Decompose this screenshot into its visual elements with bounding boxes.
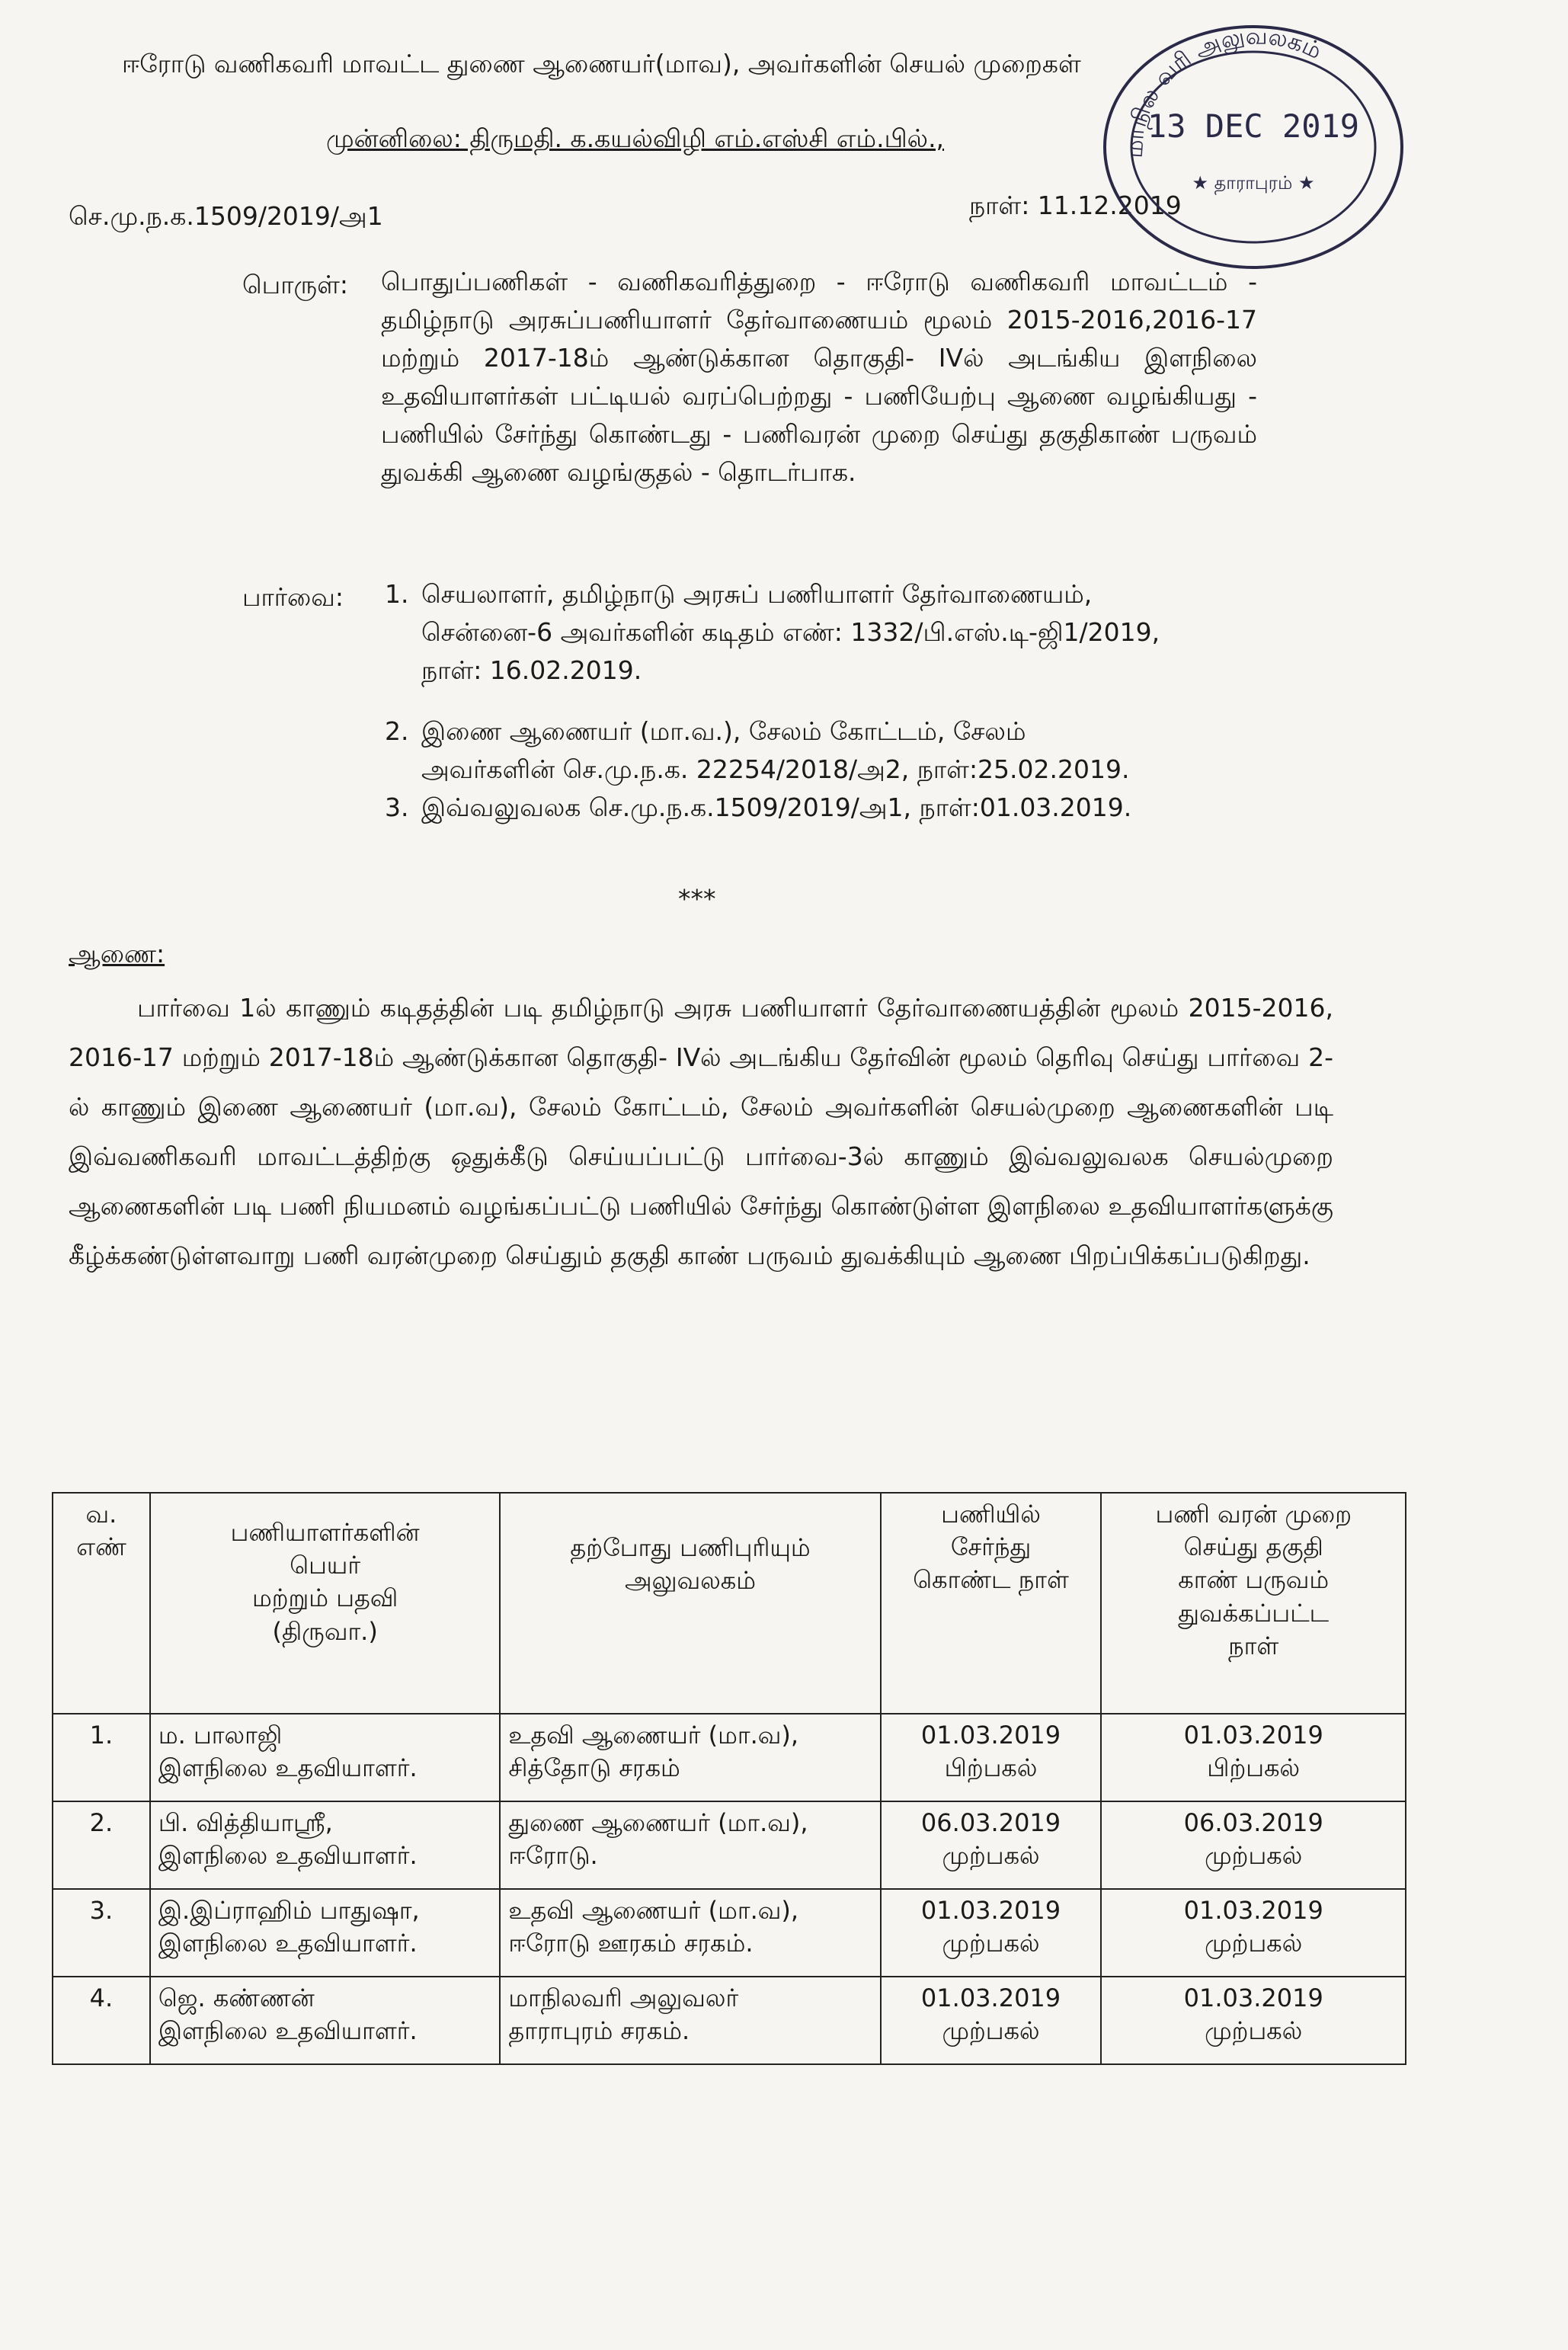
stamp-date: 13 DEC 2019 bbox=[1147, 107, 1360, 145]
cell-sno: 3. bbox=[53, 1889, 150, 1977]
column-header bbox=[53, 1493, 150, 1714]
header-line: மற்றும் பதவி bbox=[252, 1583, 398, 1613]
cell-name-post bbox=[150, 1889, 501, 1977]
cell-sno: 1. bbox=[53, 1714, 150, 1801]
header-line: செய்து தகுதி bbox=[1183, 1532, 1323, 1562]
join-date: 06.03.2019 bbox=[920, 1808, 1061, 1837]
join-session: பிற்பகல் bbox=[944, 1753, 1038, 1783]
column-header bbox=[150, 1493, 501, 1714]
references-label: பார்வை: bbox=[242, 582, 344, 612]
subject-label: பொருள்: bbox=[242, 270, 348, 299]
regularisation-date: 06.03.2019 bbox=[1183, 1808, 1323, 1837]
reference-item bbox=[385, 789, 1314, 827]
reference-item bbox=[385, 575, 1314, 690]
header-line: பணியில் bbox=[941, 1500, 1041, 1529]
reference-line: இவ்வலுவலக செ.மு.ந.க.1509/2019/அ1, நாள்:01.03.2019. bbox=[421, 792, 1132, 822]
cell-regularisation-date bbox=[1101, 1801, 1406, 1889]
header-line: பணி வரன் முறை bbox=[1155, 1500, 1352, 1529]
join-date: 01.03.2019 bbox=[920, 1983, 1061, 2012]
order-date: நாள்: 11.12.2019 bbox=[969, 190, 1182, 220]
cell-office bbox=[500, 1801, 880, 1889]
order-heading: ஆணை: bbox=[69, 939, 165, 968]
office-line: ஈரோடு ஊரகம் சரகம். bbox=[508, 1929, 754, 1958]
office-line: ஈரோடு. bbox=[508, 1841, 598, 1871]
join-session: முற்பகல் bbox=[942, 1841, 1040, 1871]
office-line: துணை ஆணையர் (மா.வ), bbox=[508, 1808, 808, 1837]
regularisation-session: பிற்பகல் bbox=[1207, 1753, 1301, 1783]
regularisation-date: 01.03.2019 bbox=[1183, 1983, 1323, 2012]
reference-number: 2. bbox=[385, 716, 409, 746]
reference-line: அவர்களின் செ.மு.ந.க. 22254/2018/அ2, நாள்:25.02.2019. bbox=[421, 754, 1130, 784]
regularisation-session: முற்பகல் bbox=[1205, 2016, 1303, 2046]
regularisation-session: முற்பகல் bbox=[1205, 1841, 1303, 1871]
cell-join-date bbox=[881, 1889, 1102, 1977]
header-line: தற்போது பணிபுரியும் bbox=[570, 1533, 811, 1562]
reference-line: சென்னை-6 அவர்களின் கடிதம் எண்: 1332/பி.எஸ்.டி-ஜி1/2019, bbox=[421, 617, 1160, 647]
table-row bbox=[53, 1977, 1406, 2064]
reference-number: 1. bbox=[385, 579, 409, 609]
table-row bbox=[53, 1714, 1406, 1801]
header-line: வ. bbox=[85, 1500, 117, 1529]
order-paragraph-text: பார்வை 1ல் காணும் கடிதத்தின் படி தமிழ்நாடு அரசு பணியாளர் தேர்வாணையத்தின் மூலம் 2015-2016, 2016-17 மற்றும் 2017-18ம் ஆண்டுக்கான தொகுதி- IVல் அடங்கிய தேர்வின் மூலம் தெரிவு செய்து பார்வை 2-ல் காணும் இணை ஆணையர் (மா.வ), சேலம் கோட்டம், சேலம் அவர்களின் செயல்முறை ஆணைகளின் படி இவ்வணிகவரி மாவட்டத்திற்கு ஒதுக்கீடு செய்யப்பட்டு பார்வை-3ல் காணும் இவ்வலுவலக செயல்முறை ஆணைகளின் படி பணி நியமனம் வழங்கப்பட்டு பணியில் சேர்ந்து கொண்டுள்ள இளநிலை உதவியாளர்களுக்கு கீழ்க்கண்டுள்ளவாறு பணி வரன்முறை செய்தும் தகுதி காண் பருவம் துவக்கியும் ஆணை பிறப்பிக்கப்படுகிறது. bbox=[69, 993, 1333, 1270]
reference-line: இணை ஆணையர் (மா.வ.), சேலம் கோட்டம், சேலம் bbox=[421, 716, 1026, 746]
header-line: பெயர் bbox=[290, 1551, 361, 1580]
cell-office bbox=[500, 1977, 880, 2064]
header-line: சேர்ந்து bbox=[950, 1532, 1032, 1562]
cell-name-post bbox=[150, 1977, 501, 2064]
staff-post: இளநிலை உதவியாளர். bbox=[158, 1753, 418, 1783]
staff-name: பி. வித்தியாஸ்ரீ, bbox=[158, 1808, 333, 1837]
cell-regularisation-date bbox=[1101, 1977, 1406, 2064]
presence-line: முன்னிலை: திருமதி. க.கயல்விழி எம்.எஸ்சி எம்.பில்., bbox=[326, 123, 945, 153]
join-date: 01.03.2019 bbox=[920, 1896, 1061, 1925]
cell-regularisation-date bbox=[1101, 1889, 1406, 1977]
staff-post: இளநிலை உதவியாளர். bbox=[158, 1841, 418, 1871]
staff-post: இளநிலை உதவியாளர். bbox=[158, 1929, 418, 1958]
column-header bbox=[881, 1493, 1102, 1714]
reference-line: செயலாளர், தமிழ்நாடு அரசுப் பணியாளர் தேர்வாணையம், bbox=[421, 579, 1093, 609]
table-header-row bbox=[53, 1493, 1406, 1714]
cell-name-post bbox=[150, 1801, 501, 1889]
staff-post: இளநிலை உதவியாளர். bbox=[158, 2016, 418, 2046]
order-paragraph bbox=[69, 983, 1333, 1280]
join-session: முற்பகல் bbox=[942, 1929, 1040, 1958]
stamp-place: ★ தாராபுரம் ★ bbox=[1192, 172, 1315, 194]
regularisation-session: முற்பகல் bbox=[1205, 1929, 1303, 1958]
staff-name: ம. பாலாஜி bbox=[158, 1721, 283, 1750]
header-line: துவக்கப்பட்ட bbox=[1178, 1598, 1330, 1628]
reference-line: நாள்: 16.02.2019. bbox=[421, 655, 642, 685]
header-line: அலுவலகம் bbox=[625, 1566, 756, 1596]
join-date: 01.03.2019 bbox=[920, 1721, 1061, 1750]
cell-office bbox=[500, 1714, 880, 1801]
cell-regularisation-date bbox=[1101, 1714, 1406, 1801]
stamp-top-text: மாநில வரி அலுவலகம் bbox=[1121, 23, 1326, 159]
header-line: எண் bbox=[76, 1532, 126, 1562]
separator: *** bbox=[678, 884, 716, 914]
office-line: தாராபுரம் சரகம். bbox=[508, 2016, 690, 2046]
join-session: முற்பகல் bbox=[942, 2016, 1040, 2046]
cell-name-post bbox=[150, 1714, 501, 1801]
staff-name: ஜெ. கண்ணன் bbox=[158, 1983, 315, 2012]
header-line: கொண்ட நாள் bbox=[913, 1565, 1069, 1595]
cell-join-date bbox=[881, 1801, 1102, 1889]
cell-office bbox=[500, 1889, 880, 1977]
reference-item bbox=[385, 712, 1314, 789]
office-line: உதவி ஆணையர் (மா.வ), bbox=[508, 1896, 799, 1925]
header-line: பணியாளர்களின் bbox=[230, 1518, 420, 1547]
staff-name: இ.இப்ராஹிம் பாதுஷா, bbox=[158, 1896, 420, 1925]
regularisation-date: 01.03.2019 bbox=[1183, 1896, 1323, 1925]
header-line: நாள் bbox=[1228, 1631, 1279, 1660]
column-header bbox=[1101, 1493, 1406, 1714]
column-header bbox=[500, 1493, 880, 1714]
cell-sno: 2. bbox=[53, 1801, 150, 1889]
reference-number: செ.மு.ந.க.1509/2019/அ1 bbox=[69, 201, 383, 231]
cell-sno: 4. bbox=[53, 1977, 150, 2064]
office-stamp bbox=[1090, 14, 1410, 273]
reference-number: 3. bbox=[385, 792, 409, 822]
header-line: (திருவா.) bbox=[272, 1616, 378, 1646]
table-row bbox=[53, 1801, 1406, 1889]
office-line: சித்தோடு சரகம் bbox=[508, 1753, 680, 1783]
regularisation-date: 01.03.2019 bbox=[1183, 1721, 1323, 1750]
cell-join-date bbox=[881, 1977, 1102, 2064]
staff-table bbox=[52, 1492, 1406, 2065]
cell-join-date bbox=[881, 1714, 1102, 1801]
office-line: உதவி ஆணையர் (மா.வ), bbox=[508, 1721, 799, 1750]
subject-text: பொதுப்பணிகள் - வணிகவரித்துறை - ஈரோடு வணிகவரி மாவட்டம் - தமிழ்நாடு அரசுப்பணியாளர் தேர்வாணையம் மூலம் 2015-2016,2016-17 மற்றும் 2017-18ம் ஆண்டுக்கான தொகுதி- IVல் அடங்கிய இளநிலை உதவியாளர்கள் பட்டியல் வரப்பெற்றது - பணியேற்பு ஆணை வழங்கியது - பணியில் சேர்ந்து கொண்டது - பணிவரன் முறை செய்து தகுதிகாண் பருவம் துவக்கி ஆணை வழங்குதல் - தொடர்பாக. bbox=[381, 267, 1257, 487]
table-row bbox=[53, 1889, 1406, 1977]
office-line: மாநிலவரி அலுவலர் bbox=[508, 1983, 739, 2012]
header-line: காண் பருவம் bbox=[1178, 1565, 1330, 1595]
office-line: ஈரோடு வணிகவரி மாவட்ட துணை ஆணையர்(மாவ), அவர்களின் செயல் முறைகள் bbox=[122, 49, 1081, 78]
